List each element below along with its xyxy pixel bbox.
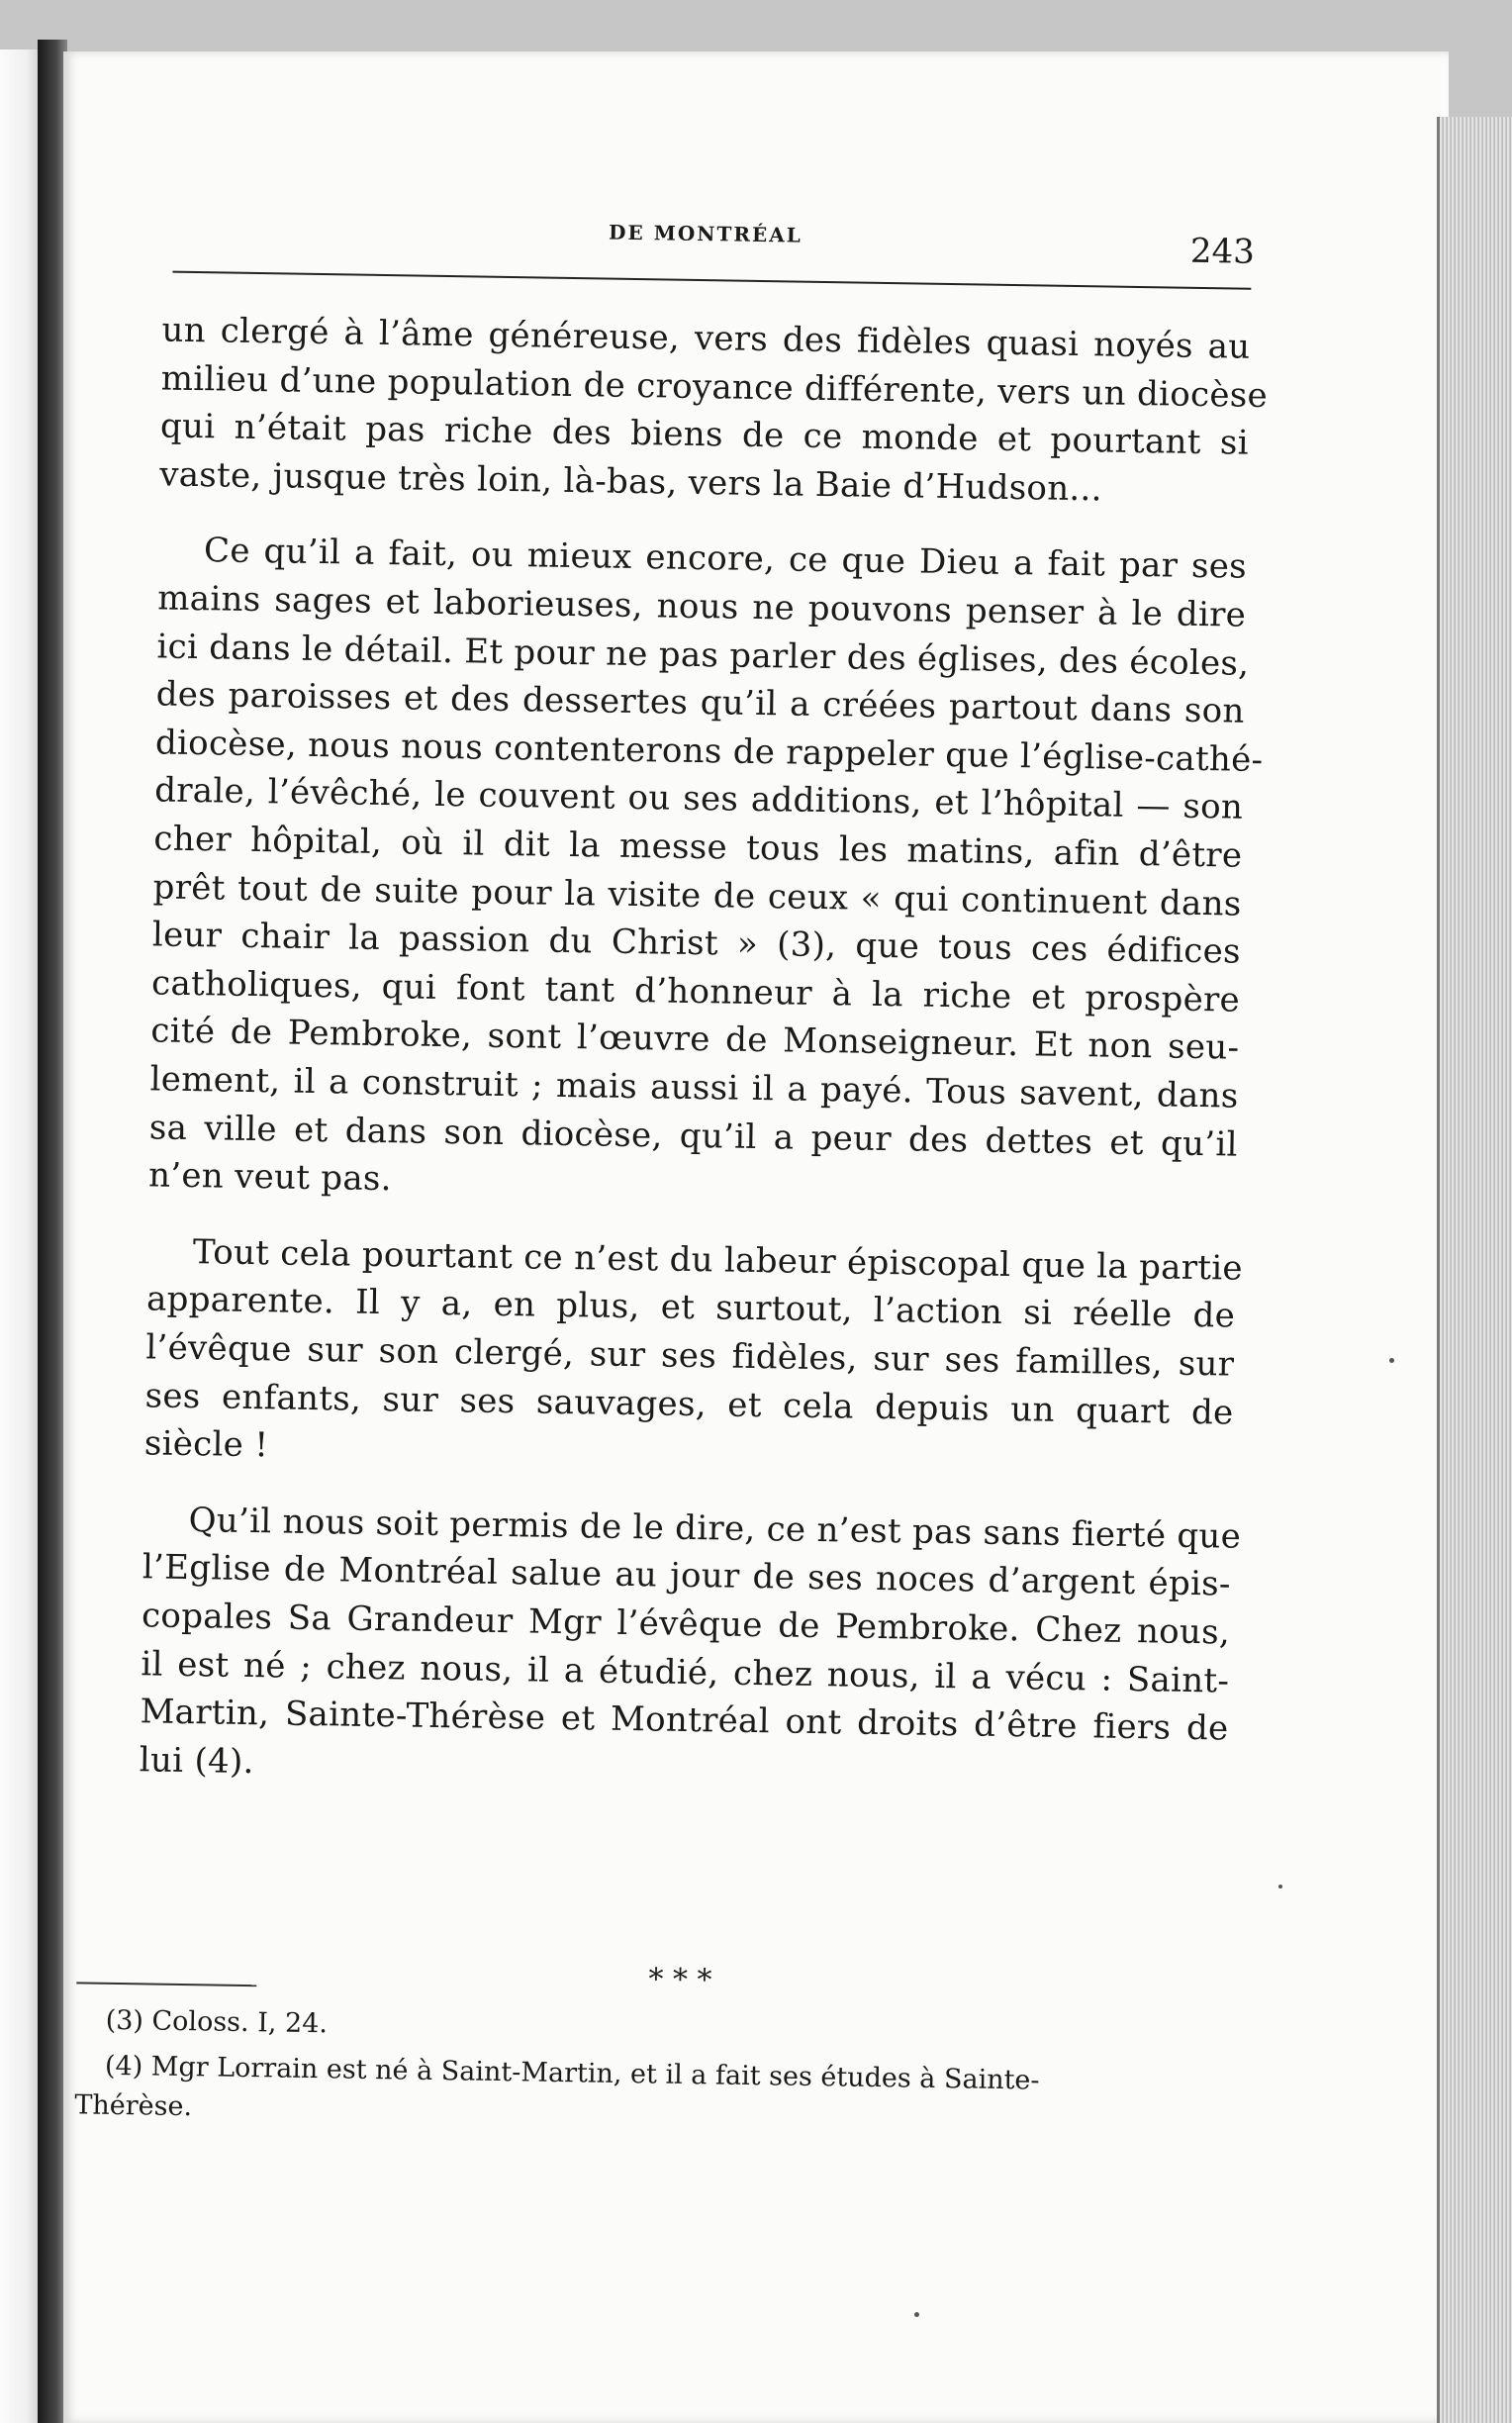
text-line: cher hôpital, où il dit la messe tous les matins, afin d’être <box>153 819 1243 876</box>
text-line: Qu’il nous soit permis de le dire, ce n’est pas sans fierté que <box>188 1500 1242 1557</box>
text-line: cité de Pembroke, sont l’œuvre de Monseigneur. Et non seu- <box>150 1011 1240 1069</box>
footnote-line: Thérèse. <box>74 2089 193 2123</box>
text-line: Ce qu’il a fait, ou mieux encore, ce que Dieu a fait par ses <box>203 531 1248 588</box>
text-line: catholiques, qui font tant d’honneur à la riche et prospère <box>150 963 1241 1020</box>
header-rule <box>172 271 1251 290</box>
paper-speck <box>914 2312 919 2317</box>
paper-speck <box>1278 1885 1282 1889</box>
text-line: prêt tout de suite pour la visite de ceux « qui continuent dans <box>152 866 1242 924</box>
text-line: l’évêque sur son clergé, sur ses fidèles, sur ses familles, sur <box>145 1327 1235 1385</box>
footnote-line: (4) Mgr Lorrain est né à Saint-Martin, et il a fait ses études à Sainte- <box>104 2050 1040 2096</box>
text-line: Tout cela pourtant ce n’est du labeur épiscopal que la partie <box>192 1231 1244 1289</box>
running-head: DE MONTRÉAL <box>608 220 803 247</box>
text-line: il est né ; chez nous, il a étudié, chez nous, il a vécu : Saint- <box>141 1643 1230 1701</box>
text-line: sa ville et dans son diocèse, qu’il a peur des dettes et qu’il <box>148 1107 1239 1165</box>
text-line: apparente. Il y a, en plus, et surtout, l’action si réelle de <box>145 1279 1236 1337</box>
text-line: un clergé à l’âme généreuse, vers des fidèles quasi noyés au <box>161 310 1251 367</box>
text-line: lement, il a construit ; mais aussi il a payé. Tous savent, dans <box>149 1059 1239 1116</box>
text-line: leur chair la passion du Christ » (3), que tous ces édifices <box>151 915 1242 972</box>
text-line: diocèse, nous nous contenterons de rappeler que l’église-cathé- <box>154 723 1264 780</box>
asterism: * * * <box>648 1962 712 1998</box>
text-line: lui (4). <box>139 1740 254 1782</box>
text-line: drale, l’évêché, le couvent ou ses additions, et l’hôpital — son <box>153 770 1244 828</box>
text-line: ses enfants, sur ses sauvages, et cela depuis un quart de <box>144 1375 1234 1433</box>
page-number: 243 <box>1189 231 1256 272</box>
text-line: l’Eglise de Montréal salue au jour de ses noces d’argent épis- <box>142 1547 1232 1604</box>
text-line: Martin, Sainte-Thérèse et Montréal ont droits d’être fiers de <box>140 1692 1229 1749</box>
footnote-line: (3) Coloss. I, 24. <box>105 2004 329 2040</box>
text-line: milieu d’une population de croyance différente, vers un diocèse <box>160 358 1269 416</box>
text-line: siècle ! <box>143 1423 269 1466</box>
text-line: qui n’était pas riche des biens de ce monde et pourtant si <box>159 406 1250 463</box>
paper-speck <box>1389 1358 1394 1363</box>
text-line: n’en veut pas. <box>147 1155 393 1200</box>
text-line: copales Sa Grandeur Mgr l’évêque de Pembroke. Chez nous, <box>141 1596 1231 1653</box>
text-line: ici dans le détail. Et pour ne pas parler des églises, des écoles, <box>156 627 1250 684</box>
text-line: des paroisses et des dessertes qu’il a créées partout dans son <box>155 674 1245 731</box>
text-line: vaste, jusque très loin, là-bas, vers la Baie d’Hudson... <box>158 454 1103 510</box>
text-line: mains sages et laborieuses, nous ne pouvons penser à le dire <box>156 578 1247 635</box>
